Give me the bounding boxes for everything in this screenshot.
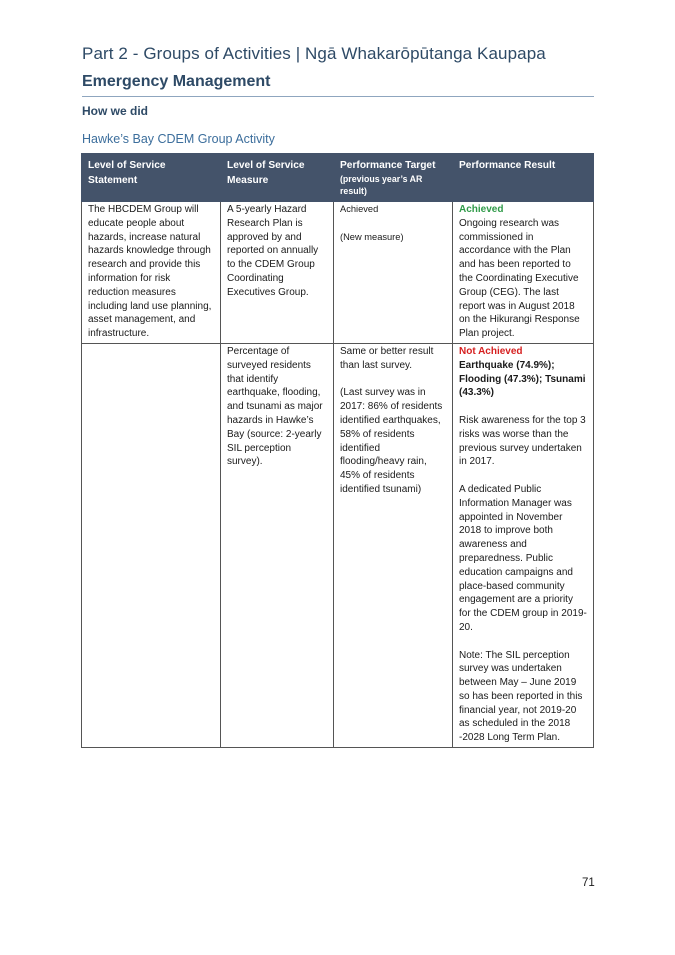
result-percentages: Earthquake (74.9%); Flooding (47.3%); Tsunami (43.3%) bbox=[459, 359, 586, 399]
header-level-of-service-statement: Level of Service Statement bbox=[82, 154, 221, 202]
spacer bbox=[340, 217, 446, 231]
target-note: (New measure) bbox=[340, 231, 404, 242]
statement-cell: The HBCDEM Group will educate people about hazards, increase natural hazards knowledge through research and provide this information for risk reduction measures including land use planning, asset management, and infrastructure. bbox=[82, 202, 221, 344]
table-header-row bbox=[82, 154, 594, 202]
section-title: Emergency Management bbox=[82, 73, 271, 90]
header-performance-result: Performance Result bbox=[453, 154, 594, 202]
title-divider bbox=[82, 96, 594, 97]
result-status-not-achieved: Not Achieved bbox=[459, 345, 523, 357]
subsection-heading: How we did bbox=[82, 104, 148, 118]
target-cell bbox=[334, 202, 453, 344]
spacer bbox=[459, 635, 587, 649]
header-performance-target-sub: (previous year’s AR result) bbox=[340, 174, 423, 196]
activity-heading: Hawke’s Bay CDEM Group Activity bbox=[82, 132, 275, 146]
target-text: Same or better result than last survey. bbox=[340, 345, 434, 371]
result-paragraph: Note: The SIL perception survey was undertaken between May – June 2019 so has been reported in this financial year, not 2019-20 as scheduled in the 2018 -2028 Long Term Plan. bbox=[459, 649, 583, 744]
spacer bbox=[459, 400, 587, 414]
measure-cell: Percentage of surveyed residents that identify earthquake, flooding, and tsunami as major hazards in Hawke’s Bay (source: 2-yearly SIL perception survey). bbox=[221, 343, 334, 747]
performance-table bbox=[81, 153, 594, 748]
header-performance-target bbox=[334, 154, 453, 202]
target-note: (Last survey was in 2017: 86% of residents identified earthquakes, 58% of residents identified flooding/heavy rain, 45% of residents identified tsunami) bbox=[340, 387, 443, 495]
table-row bbox=[82, 343, 594, 747]
statement-cell bbox=[82, 343, 221, 747]
page-header: Part 2 - Groups of Activities | Ngā Whakarōpūtanga Kaupapa bbox=[82, 44, 546, 63]
result-cell bbox=[453, 343, 594, 747]
header-level-of-service-measure: Level of Service Measure bbox=[221, 154, 334, 202]
table-row bbox=[82, 202, 594, 344]
result-status-achieved: Achieved bbox=[459, 204, 504, 215]
spacer bbox=[459, 469, 587, 483]
measure-cell: A 5-yearly Hazard Research Plan is approved by and reported on annually to the CDEM Group Coordinating Executives Group. bbox=[221, 202, 334, 344]
page-number: 71 bbox=[582, 877, 595, 889]
target-text: Achieved bbox=[340, 204, 379, 214]
spacer bbox=[340, 373, 446, 387]
result-text: Ongoing research was commissioned in accordance with the Plan and has been reported to the Coordinating Executive Group (CEG). The last report was in August 2018 on the Hikurangi Response Plan project. bbox=[459, 217, 580, 340]
target-cell bbox=[334, 343, 453, 747]
result-cell bbox=[453, 202, 594, 344]
result-paragraph: A dedicated Public Information Manager was appointed in November 2018 to improve both awareness and preparedness. Public education campaigns and place-based community engagement are a priority for the CDEM group in 2019-20. bbox=[459, 483, 587, 633]
result-paragraph: Risk awareness for the top 3 risks was worse than the previous survey undertaken in 2017. bbox=[459, 414, 586, 468]
header-performance-target-label: Performance Target bbox=[340, 160, 436, 171]
